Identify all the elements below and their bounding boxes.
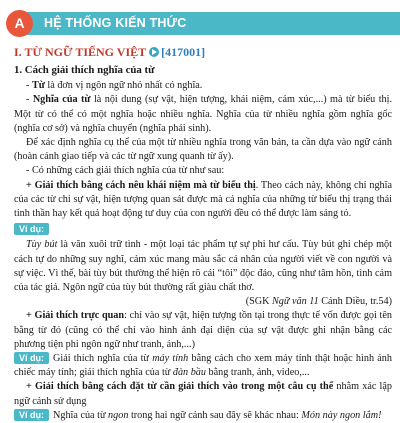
example-1-text: Tùy bút là văn xuôi trữ tình - một loại tác phẩm tự sự phi hư cấu. Tùy bút ghi chép một cách tự do những suy nghĩ, cảm xúc mang màu sắc cá nhân của người viết về con người và sự việc. Vì thế, bài tùy bút thường thể hiện rõ cái “tôi” độc đáo, cũng như tâm hồn, tình cảm của tác giả. Ngôn ngữ của tùy bút thường rất giàu chất thơ. — [14, 239, 392, 294]
subsection-title: 1. Cách giải thích nghĩa của từ — [14, 64, 155, 76]
example-1-source: (SGK Ngữ văn 11 Cánh Diều, tr.54) — [245, 296, 392, 308]
method-concept-title: + Giải thích bằng cách nêu khái niệm mà từ biểu thị — [26, 179, 256, 191]
term-word-meaning: Nghĩa của từ — [32, 94, 91, 106]
section-header — [0, 10, 400, 37]
paragraph-word-definition: - Từ là đơn vị ngôn ngữ nhỏ nhất có nghĩa. — [26, 80, 203, 92]
example-tag: Ví dụ: — [14, 352, 49, 364]
paragraph-word-meaning: - Nghĩa của từ là nội dung (sự vật, hiện tượng, khái niệm, cảm xúc,...) mà từ biểu thị. Một từ có thể có một nghĩa hoặc nhiều nghĩa. Nghĩa của từ nhiều nghĩa gồm nghĩa gốc (nghĩa cơ sở) và nghĩa chuyển (nghĩa phái sinh). — [14, 94, 392, 134]
method-visual: + Giải thích trực quan: chỉ vào sự vật, hiện tượng tồn tại trong thực tế vốn được gọi tên bằng từ đó (cũng có thể chỉ vào hình ảnh đại diện của sự vật được ghi nhận bằng các phương tiện phi ngôn ngữ như tranh, ảnh,...) — [14, 310, 392, 350]
method-visual-title: + Giải thích trực quan — [26, 310, 125, 322]
section-title — [14, 44, 392, 60]
example-label-row-1 — [14, 223, 392, 237]
header-title: HỆ THỐNG KIẾN THỨC — [44, 16, 187, 30]
paragraph-context: Để xác định nghĩa cụ thể của một từ nhiều nghĩa trong văn bản, ta cần dựa vào ngữ cảnh (hoàn cảnh giao tiếp và các từ ngữ xung quanh từ ấy). — [14, 137, 392, 163]
document-content — [14, 42, 392, 423]
section-title-text: I. TỪ NGỮ TIẾNG VIỆT — [14, 45, 147, 59]
play-circle-icon[interactable] — [149, 47, 159, 57]
example-tag: Ví dụ: — [14, 223, 49, 235]
example-tag: Ví dụ: — [14, 409, 49, 421]
term-word: Từ — [31, 80, 45, 92]
method-context: + Giải thích bằng cách đặt từ cần giải thích vào trong một câu cụ thể nhằm xác lập ngữ cảnh sử dụng — [14, 381, 392, 407]
method-concept: + Giải thích bằng cách nêu khái niệm mà từ biểu thị. Theo cách này, không chỉ nghĩa của các từ chỉ sự vật, hiện tượng quan sát được mà cả nghĩa của những từ biểu thị trạng thái tinh thần hay kết quả hoạt động tư duy của con người đều có thể được làm sáng tỏ. — [14, 179, 392, 220]
paragraph-methods-intro: - Có những cách giải thích nghĩa của từ như sau: — [26, 165, 225, 177]
method-context-title: + Giải thích bằng cách đặt từ cần giải thích vào trong một câu cụ thể — [26, 381, 334, 393]
section-code[interactable]: [417001] — [161, 45, 206, 59]
section-badge: A — [6, 10, 33, 37]
example-3-text: Ví dụ: Nghĩa của từ ngon trong hai ngữ cảnh sau đây sẽ khác nhau: Món này ngon lắm! — [14, 409, 392, 423]
example-2-text: Ví dụ: Giải thích nghĩa của từ máy tính bằng cách cho xem máy tính thật hoặc hình ảnh chiếc máy tính; giải thích nghĩa của từ đàn bầu bằng tranh, ảnh, video,... — [14, 353, 392, 379]
